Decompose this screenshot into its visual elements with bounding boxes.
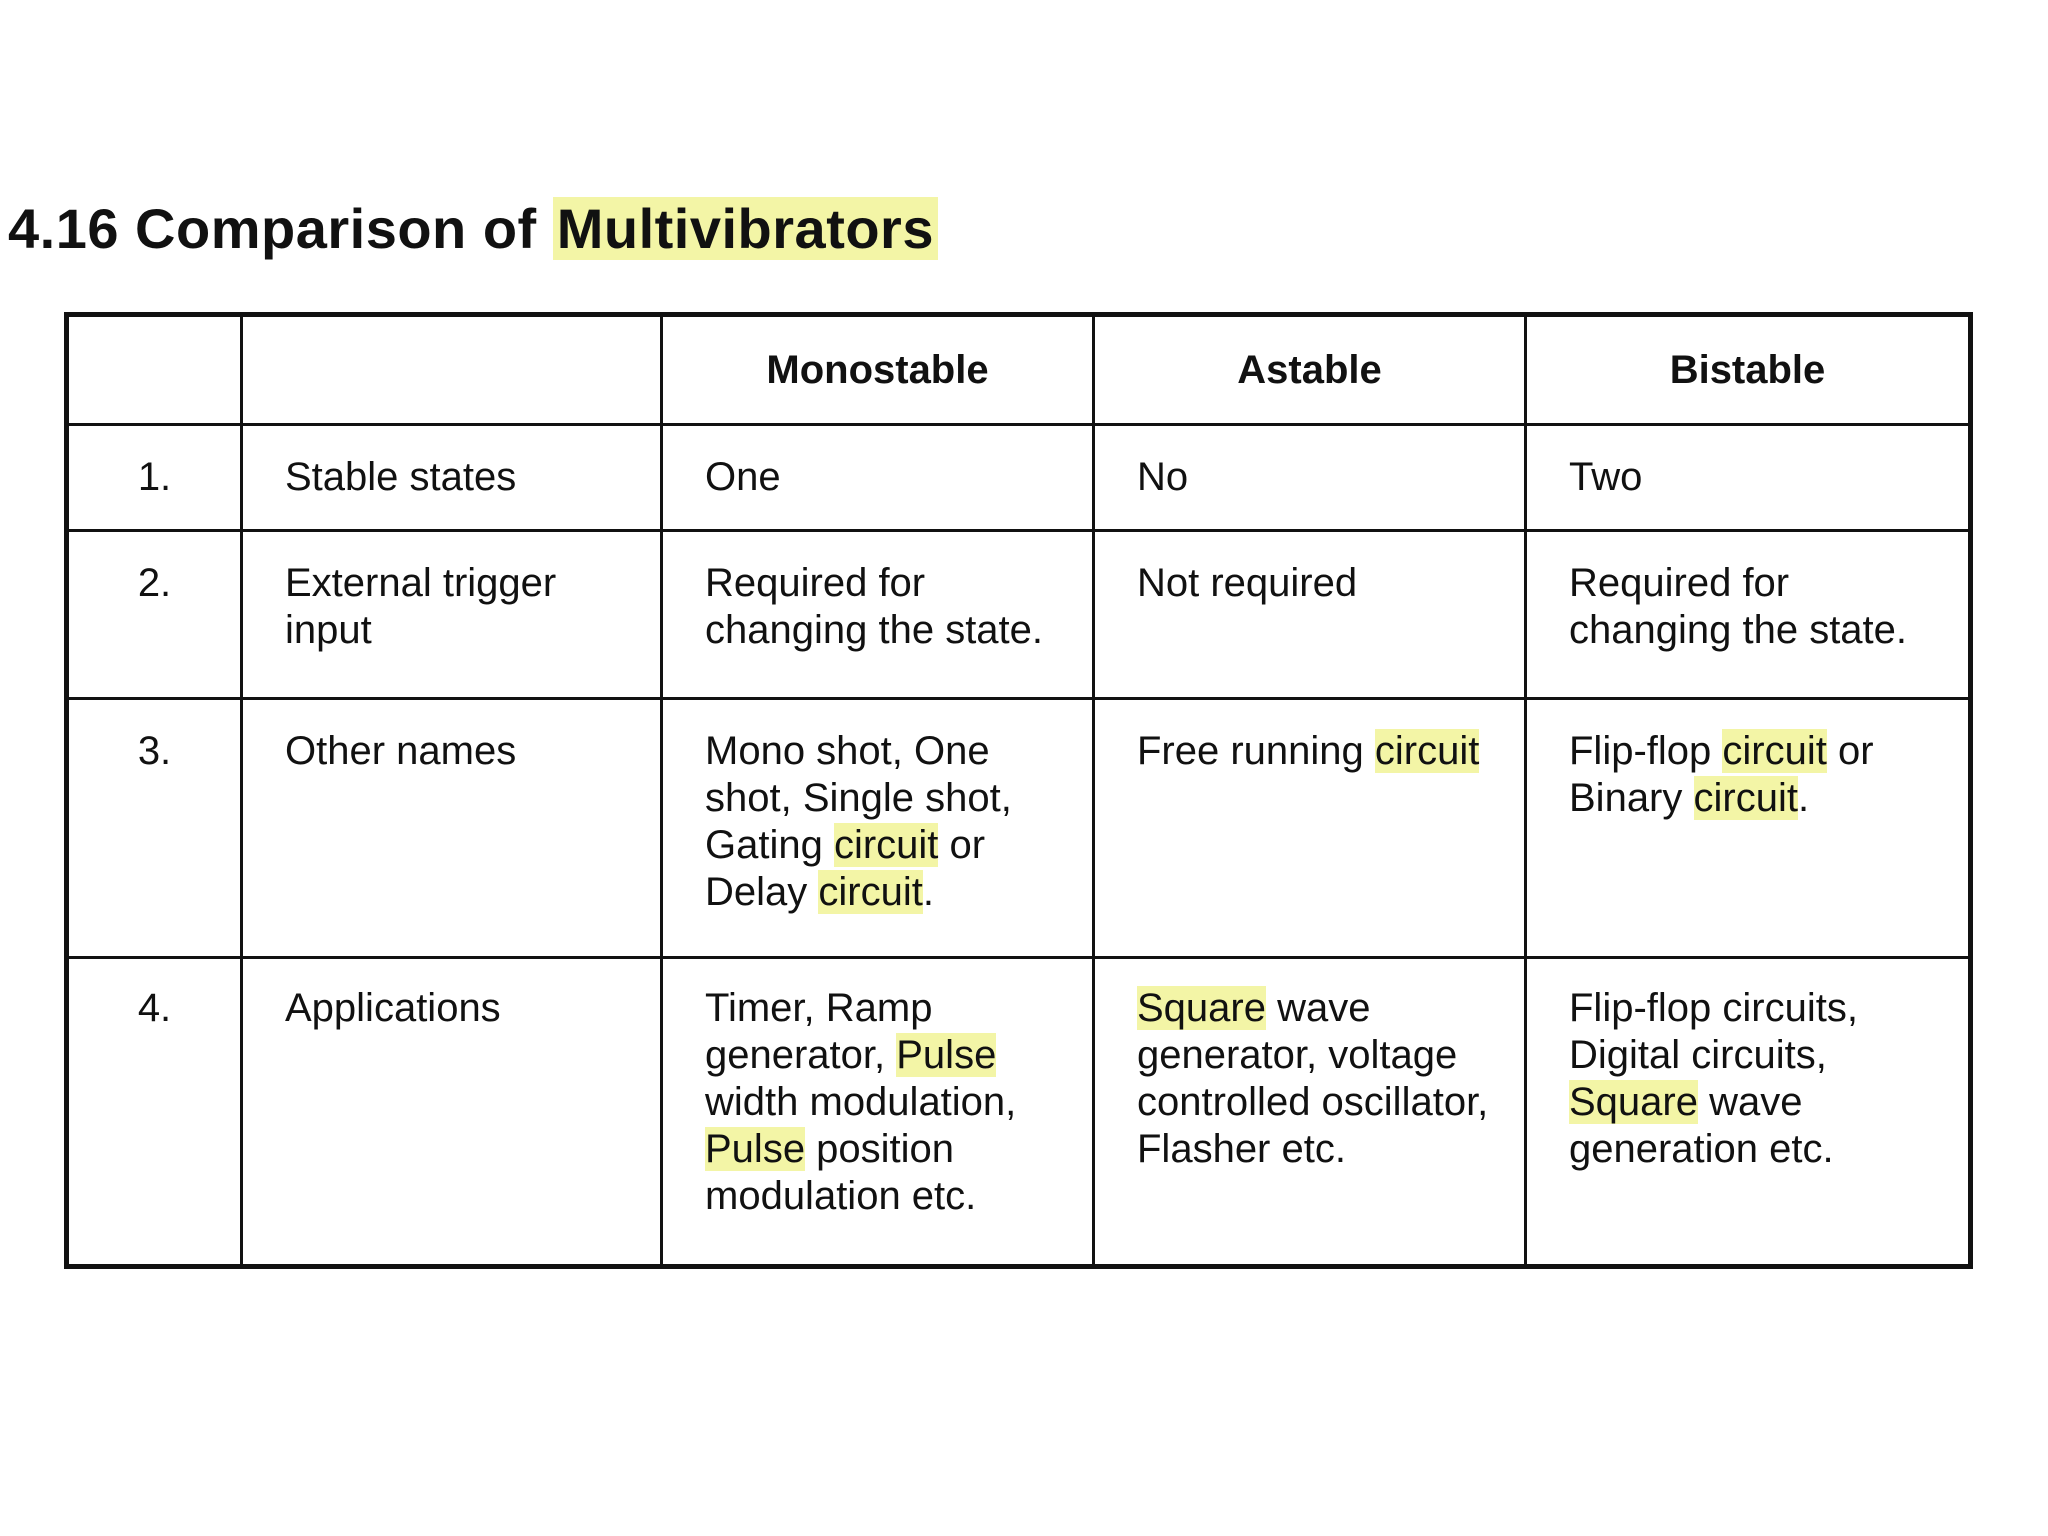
table-row [67, 958, 1971, 1267]
header-number [67, 315, 242, 425]
header-property [242, 315, 662, 425]
title-highlight: Multivibrators [553, 197, 938, 260]
comparison-table [64, 312, 1973, 1269]
highlighted-word: Square [1569, 1080, 1698, 1124]
header-astable: Astable [1094, 315, 1526, 425]
row-number: 3. [67, 699, 242, 958]
cell-astable: Not required [1094, 531, 1526, 699]
cell-astable: No [1094, 425, 1526, 531]
table-row [67, 425, 1971, 531]
table-header-row [67, 315, 1971, 425]
row-number: 1. [67, 425, 242, 531]
highlighted-word: Pulse [896, 1033, 997, 1077]
cell-monostable: Required for changing the state. [662, 531, 1094, 699]
highlighted-word: circuit [1722, 729, 1827, 773]
cell-monostable: Timer, Ramp generator, Pulse width modulation, Pulse position modulation etc. [662, 958, 1094, 1267]
highlighted-word: Pulse [705, 1127, 806, 1171]
table-row [67, 699, 1971, 958]
row-number: 2. [67, 531, 242, 699]
cell-astable: Square wave generator, voltage controlled oscillator, Flasher etc. [1094, 958, 1526, 1267]
table-row [67, 531, 1971, 699]
row-property: Other names [242, 699, 662, 958]
header-bistable: Bistable [1526, 315, 1971, 425]
cell-bistable: Required for changing the state. [1526, 531, 1971, 699]
cell-bistable: Two [1526, 425, 1971, 531]
highlighted-word: circuit [1693, 776, 1798, 820]
row-property: External trigger input [242, 531, 662, 699]
cell-bistable: Flip-flop circuits, Digital circuits, Square wave generation etc. [1526, 958, 1971, 1267]
row-number: 4. [67, 958, 242, 1267]
cell-monostable: Mono shot, One shot, Single shot, Gating circuit or Delay circuit. [662, 699, 1094, 958]
title-prefix: 4.16 Comparison of [8, 197, 553, 260]
highlighted-word: circuit [1374, 729, 1480, 773]
cell-astable: Free running circuit [1094, 699, 1526, 958]
highlighted-word: Square [1137, 986, 1266, 1030]
cell-bistable: Flip-flop circuit or Binary circuit. [1526, 699, 1971, 958]
highlighted-word: circuit [818, 870, 923, 914]
header-monostable: Monostable [662, 315, 1094, 425]
row-property: Stable states [242, 425, 662, 531]
cell-monostable: One [662, 425, 1094, 531]
highlighted-word: circuit [833, 823, 939, 867]
row-property: Applications [242, 958, 662, 1267]
page-title [8, 196, 938, 261]
